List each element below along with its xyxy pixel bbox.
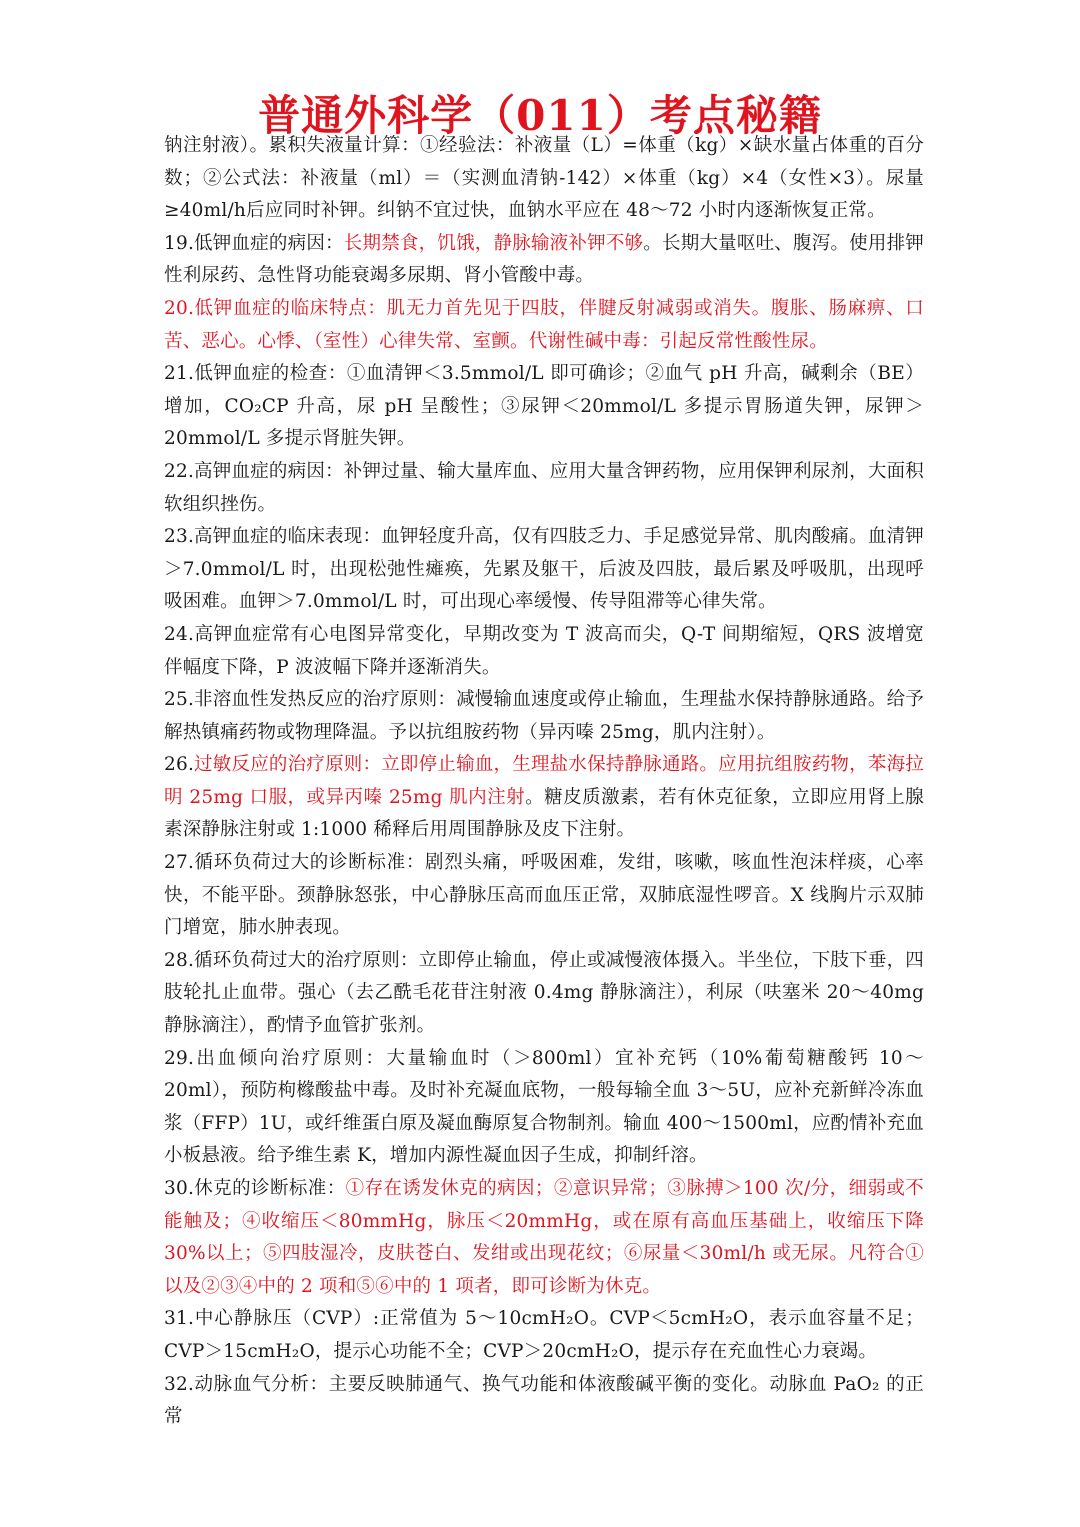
paragraph [164, 847, 924, 945]
body-text: 。长期大量呕吐、腹泻。使用排钾性利尿药、急性肾功能衰竭多尿期、肾小管酸中毒。 [164, 232, 925, 287]
body-text: 25.非溶血性发热反应的治疗原则：减慢输血速度或停止输血，生理盐水保持静脉通路。给予解热镇痛药物或物理降温。予以抗组胺药物（异丙嗪 25mg，肌内注射）。 [164, 689, 924, 743]
paragraph [164, 1303, 924, 1368]
paragraph [164, 619, 924, 684]
body-text: 27.循环负荷过大的诊断标准：剧烈头痛，呼吸困难，发绀，咳嗽，咳血性泡沫样痰，心率快，不能平卧。颈静脉怒张，中心静脉压高而血压正常，双肺底湿性啰音。X 线胸片示双肺门增宽，肺水肿表现。 [164, 852, 924, 939]
paragraph [164, 1173, 924, 1303]
paragraph [164, 1369, 924, 1434]
paragraph [164, 521, 924, 619]
paragraph [164, 684, 924, 749]
body-text: 。糖皮质激素，若有休克征象，立即应用肾上腺素深静脉注射或 1:1000 稀释后用周围静脉及皮下注射。 [164, 786, 924, 841]
body-text: 19.低钾血症的病因： [164, 232, 344, 254]
body-text: 29.出血倾向治疗原则：大量输血时（＞800ml）宜补充钙（10%葡萄糖酸钙 10～20ml），预防枸橼酸盐中毒。及时补充凝血底物，一般每输全血 3～5U，应补充新鲜冷冻血浆（FFP）1U，或纤维蛋白原及凝血酶原复合物制剂。输血 400～1500ml，应酌情补充血小板悬液。给予维生素 K，增加内源性凝血因子生成，抑制纤溶。 [164, 1047, 924, 1167]
paragraph [164, 1043, 924, 1173]
document-body [164, 130, 924, 1434]
paragraph [164, 130, 924, 228]
body-text: 21.低钾血症的检查：①血清钾＜3.5mmol/L 即可确诊；②血气 pH 升高，碱剩余（BE）增加，CO₂CP 升高，尿 pH 呈酸性；③尿钾＜20mmol/L 多提示胃肠道失钾，尿钾＞20mmol/L 多提示肾脏失钾。 [164, 363, 924, 450]
paragraph [164, 293, 924, 358]
highlighted-text: 20.低钾血症的临床特点：肌无力首先见于四肢，伴腱反射减弱或消失。腹胀、肠麻痹、口苦、恶心。心悸、（室性）心律失常、室颤。代谢性碱中毒：引起反常性酸性尿。 [164, 297, 924, 352]
paragraph [164, 358, 924, 456]
page-title: 普通外科学（011）考点秘籍 [258, 91, 822, 141]
body-text: 24.高钾血症常有心电图异常变化，早期改变为 T 波高而尖，Q-T 间期缩短，QRS 波增宽伴幅度下降，P 波波幅下降并逐渐消失。 [164, 623, 924, 678]
highlighted-text: ①存在诱发休克的病因；②意识异常；③脉搏＞100 次/分，细弱或不能触及；④收缩压＜80mmHg，脉压＜20mmHg，或在原有高血压基础上，收缩压下降 30%以上；⑤四肢湿冷，皮肤苍白、发绀或出现花纹；⑥尿量＜30ml/h 或无尿。凡符合①以及②③④中的 2 项和⑤⑥中的 1 项者，即可诊断为休克。 [164, 1178, 924, 1297]
body-text: 26. [164, 754, 195, 776]
body-text: 钠注射液）。累积失液量计算：①经验法：补液量（L）=体重（kg）×缺水量占体重的百分数；②公式法：补液量（ml）＝（实测血清钠-142）×体重（kg）×4（女性×3）。尿量≥40ml/h后应同时补钾。纠钠不宜过快，血钠水平应在 48～72 小时内逐渐恢复正常。 [164, 135, 924, 222]
paragraph [164, 749, 924, 847]
paragraph [164, 456, 924, 521]
highlighted-text: 过敏反应的治疗原则：立即停止输血，生理盐水保持静脉通路。应用抗组胺药物，苯海拉明 25mg 口服，或异丙嗪 25mg 肌内注射 [164, 754, 924, 808]
body-text: 32.动脉血气分析：主要反映肺通气、换气功能和体液酸碱平衡的变化。动脉血 PaO₂ 的正常 [164, 1373, 924, 1428]
body-text: 30.休克的诊断标准： [164, 1178, 346, 1199]
highlighted-text: 长期禁食，饥饿，静脉输液补钾不够 [343, 232, 644, 254]
body-text: 28.循环负荷过大的治疗原则：立即停止输血，停止或减慢液体摄入。半坐位，下肢下垂，四肢轮扎止血带。强心（去乙酰毛花苷注射液 0.4mg 静脉滴注），利尿（呋塞米 20～40mg静脉滴注），酌情予血管扩张剂。 [164, 949, 924, 1037]
body-text: 22.高钾血症的病因：补钾过量、输大量库血、应用大量含钾药物，应用保钾利尿剂，大面积软组织挫伤。 [164, 460, 924, 515]
body-text: 31.中心静脉压（CVP）:正常值为 5～10cmH₂O。CVP＜5cmH₂O，表示血容量不足；CVP＞15cmH₂O，提示心功能不全；CVP＞20cmH₂O，提示存在充血性心力衰竭。 [164, 1308, 924, 1362]
paragraph [164, 228, 924, 293]
paragraph [164, 945, 924, 1043]
body-text: 23.高钾血症的临床表现：血钾轻度升高，仅有四肢乏力、手足感觉异常、肌肉酸痛。血清钾＞7.0mmol/L 时，出现松弛性瘫痪，先累及躯干，后波及四肢，最后累及呼吸肌，出现呼吸困难。血钾＞7.0mmol/L 时，可出现心率缓慢、传导阻滞等心律失常。 [164, 526, 924, 613]
